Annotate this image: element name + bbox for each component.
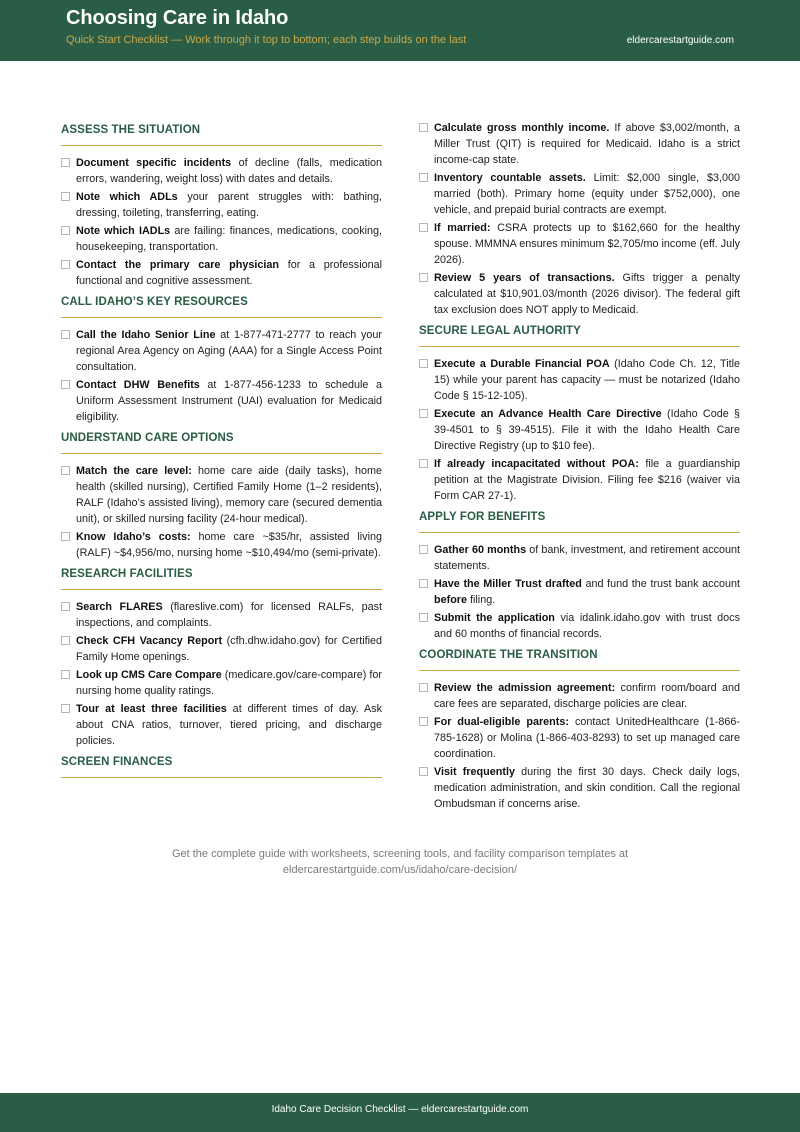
- page-footer: [0, 1093, 800, 1132]
- item-lead: If married:: [434, 222, 491, 234]
- item-lead: Note which ADLs: [76, 191, 178, 203]
- checklist-item-text: [434, 764, 740, 812]
- checklist-section: [419, 507, 740, 642]
- item-lead: Document specific incidents: [76, 157, 232, 169]
- item-detail: If above $3,002/month, a Miller Trust (QIT) is required for Medicaid. Idaho is a strict income-cap state.: [434, 122, 740, 166]
- item-detail: (cfh.dhw.idaho.gov) for Certified Family Home openings.: [76, 635, 383, 663]
- item-detail: are failing: finances, medications, cooking, housekeeping, transportation.: [76, 225, 382, 253]
- item-lead: Submit the application: [434, 612, 555, 624]
- checklist-item: [419, 170, 740, 218]
- item-detail: (medicare.gov/care-compare) for nursing home quality ratings.: [76, 669, 382, 697]
- item-detail: via idalink.idaho.gov with trust docs and 60 months of financial records.: [434, 612, 740, 640]
- item-lead: For dual-eligible parents:: [434, 716, 569, 728]
- section-title: APPLY FOR BENEFITS: [419, 507, 740, 533]
- checklist-item-text: [76, 633, 382, 665]
- item-detail: during the first 30 days. Check daily logs, medication administration, and skin condition. Call the regional Ombudsman if concerns arise.: [434, 766, 740, 810]
- checklist-item-text: [76, 257, 382, 289]
- item-lead: Check CFH Vacancy Report: [76, 635, 223, 647]
- item-detail: file a guardianship petition at the Magistrate Division. Filing fee $216 (waiver via Form CAR 27-1).: [434, 458, 740, 502]
- checklist-item-text: [76, 377, 382, 425]
- item-lead: Visit frequently: [434, 766, 515, 778]
- footnote-link[interactable]: eldercarestartguide.com/us/idaho/care-decision/: [282, 864, 518, 876]
- checklist-item: [419, 764, 740, 812]
- checklist-item-text: [76, 189, 382, 221]
- checklist-item-text: [434, 170, 740, 218]
- checkbox[interactable]: [419, 123, 428, 132]
- checklist-item-text: [434, 356, 740, 404]
- section-title: RESEARCH FACILITIES: [61, 564, 382, 590]
- item-detail: at different times of day. Ask about CNA ratios, turnover, tiered pricing, and discharge policies.: [76, 703, 382, 747]
- item-detail: for a professional functional and cognitive assessment.: [76, 259, 383, 287]
- checklist-item-text: [434, 406, 740, 454]
- checklist-item: [61, 223, 382, 255]
- section-title: UNDERSTAND CARE OPTIONS: [61, 428, 382, 454]
- checklist-item: [419, 406, 740, 454]
- footer-text: Idaho Care Decision Checklist — eldercarestartguide.com: [271, 1104, 529, 1115]
- checklist-item-text: [76, 599, 382, 631]
- item-detail: your parent struggles with: bathing, dressing, toileting, transferring, eating.: [76, 191, 382, 219]
- checkbox[interactable]: [419, 545, 428, 554]
- item-lead: Review the admission agreement:: [434, 682, 616, 694]
- checklist-item-text: [434, 456, 740, 504]
- checklist-item-text: [76, 463, 382, 527]
- item-lead: Have the Miller Trust drafted: [434, 578, 582, 590]
- checkbox[interactable]: [61, 532, 70, 541]
- checkbox[interactable]: [419, 459, 428, 468]
- checkbox[interactable]: [61, 226, 70, 235]
- item-lead: Search FLARES: [76, 601, 163, 613]
- header-site-link[interactable]: eldercarestartguide.com: [626, 35, 734, 46]
- item-detail: home care aide (daily tasks), home health (skilled nursing), Certified Family Home (1–2 residents), RALF (Idaho’s assisted living), memory care (secured dementia unit), or skilled nursing facility (24-hour medical).: [76, 465, 382, 525]
- checklist-item: [61, 257, 382, 289]
- checklist-item-text: [76, 155, 382, 187]
- item-detail: of bank, investment, and retirement account statements.: [434, 544, 741, 572]
- checklist-section: [419, 321, 740, 504]
- checklist-item-text: [434, 270, 740, 318]
- item-lead: Match the care level:: [76, 465, 192, 477]
- checkbox[interactable]: [419, 613, 428, 622]
- item-lead: Call the Idaho Senior Line: [76, 329, 216, 341]
- item-lead: Execute a Durable Financial POA: [434, 358, 610, 370]
- checklist-item: [61, 327, 382, 375]
- checklist-item: [419, 220, 740, 268]
- item-lead: Contact the primary care physician: [76, 259, 279, 271]
- checklist-item: [61, 189, 382, 221]
- checklist-item-text: [434, 610, 740, 642]
- checklist-item-text: [76, 667, 382, 699]
- checklist-item: [419, 680, 740, 712]
- checkbox[interactable]: [61, 670, 70, 679]
- checklist-item-text: [76, 701, 382, 749]
- checklist-item: [61, 463, 382, 527]
- checklist-item-text: [434, 576, 740, 608]
- checkbox[interactable]: [419, 767, 428, 776]
- checkbox[interactable]: [419, 409, 428, 418]
- page-title: Choosing Care in Idaho: [66, 7, 289, 29]
- item-detail: confirm room/board and care fees are separated, discharge policies are clear.: [434, 682, 740, 710]
- item-lead: If already incapacitated without POA:: [434, 458, 639, 470]
- checkbox[interactable]: [61, 704, 70, 713]
- item-detail: Limit: $2,000 single, $3,000 married (both). Primary home (equity under $752,000), one vehicle, and prepaid burial contracts are exempt.: [434, 172, 740, 216]
- item-detail: Gifts trigger a penalty calculated at $10,901.03/month (2026 divisor). The federal gift tax exclusion does NOT apply to Medicaid.: [434, 272, 741, 316]
- checklist-section: [61, 428, 382, 561]
- item-lead: Inventory countable assets.: [434, 172, 586, 184]
- checklist-item-text: [76, 223, 382, 255]
- checkbox[interactable]: [61, 192, 70, 201]
- checklist-section: [61, 752, 382, 778]
- item-lead: Note which IADLs: [76, 225, 171, 237]
- checklist-item: [419, 576, 740, 608]
- item-detail: at 1-877-471-2777 to reach your regional Area Agency on Aging (AAA) for a Single Access Point consultation.: [76, 329, 382, 373]
- checklist-item: [61, 377, 382, 425]
- checkbox[interactable]: [419, 683, 428, 692]
- checkbox[interactable]: [419, 273, 428, 282]
- checklist-item: [419, 610, 740, 642]
- checkbox[interactable]: [61, 330, 70, 339]
- checkbox[interactable]: [419, 359, 428, 368]
- checklist-item-text: [434, 120, 740, 168]
- checklist-item: [419, 270, 740, 318]
- item-lead: Tour at least three facilities: [76, 703, 227, 715]
- checklist-item: [61, 701, 382, 749]
- checklist-item: [61, 599, 382, 631]
- checklist-item: [419, 542, 740, 574]
- section-title: COORDINATE THE TRANSITION: [419, 645, 740, 671]
- checklist-item: [61, 633, 382, 665]
- checkbox[interactable]: [419, 717, 428, 726]
- item-detail: (Idaho Code § 39-4501 to § 39-4515). File it with the Idaho Health Care Directive Registry (up to $10 fee).: [434, 408, 741, 452]
- checklist-item-text: [76, 529, 382, 561]
- checkbox[interactable]: [419, 579, 428, 588]
- checklist-section: [419, 645, 740, 812]
- item-lead: Contact DHW Benefits: [76, 379, 200, 391]
- item-lead: Review 5 years of transactions.: [434, 272, 615, 284]
- checklist-item: [61, 667, 382, 699]
- item-lead: Execute an Advance Health Care Directive: [434, 408, 662, 420]
- item-lead: Calculate gross monthly income.: [434, 122, 610, 134]
- checklist-item: [419, 456, 740, 504]
- page-subtitle: Quick Start Checklist — Work through it top to bottom; each step builds on the last: [66, 34, 467, 46]
- footnote-line: Get the complete guide with worksheets, screening tools, and facility comparison templates at: [171, 848, 629, 860]
- checkbox[interactable]: [419, 173, 428, 182]
- checklist-item: [419, 356, 740, 404]
- checklist-item-text: [434, 220, 740, 268]
- section-title: CALL IDAHO’S KEY RESOURCES: [61, 292, 382, 318]
- section-title: SECURE LEGAL AUTHORITY: [419, 321, 740, 347]
- item-lead: Know Idaho’s costs:: [76, 531, 191, 543]
- item-emphasis: before: [434, 594, 467, 606]
- right-column: [419, 120, 740, 815]
- item-detail: (flareslive.com) for licensed RALFs, past inspections, and complaints.: [76, 601, 382, 629]
- checklist-item: [61, 529, 382, 561]
- item-detail: CSRA protects up to $162,660 for the healthy spouse. MMMNA ensures minimum $2,705/mo income (eff. July 2026).: [434, 222, 740, 266]
- checklist-section: [61, 292, 382, 425]
- checkbox[interactable]: [419, 223, 428, 232]
- checkbox[interactable]: [61, 636, 70, 645]
- checklist-section: [61, 120, 382, 289]
- left-column: [61, 120, 382, 787]
- item-detail: home care ~$35/hr, assisted living (RALF) ~$4,956/mo, nursing home ~$10,494/mo (semi-private).: [76, 531, 382, 559]
- checklist-section: [61, 564, 382, 749]
- checkbox[interactable]: [61, 602, 70, 611]
- item-lead: Gather 60 months: [434, 544, 527, 556]
- section-title: ASSESS THE SITUATION: [61, 120, 382, 146]
- checkbox[interactable]: [61, 158, 70, 167]
- page-header: [0, 0, 800, 61]
- checklist-item: [419, 714, 740, 762]
- checklist-item-text: [434, 714, 740, 762]
- section-title: SCREEN FINANCES: [61, 752, 382, 778]
- footnote: [100, 846, 700, 878]
- item-detail: contact UnitedHealthcare (1-866-785-1628) or Molina (1-866-403-8293) to set up managed care coordination.: [434, 716, 740, 760]
- checklist-section: [419, 120, 740, 318]
- item-detail: at 1-877-456-1233 to schedule a Uniform Assessment Instrument (UAI) evaluation for Medicaid eligibility.: [76, 379, 382, 423]
- checklist-item: [61, 155, 382, 187]
- checklist-item-text: [434, 542, 740, 574]
- checkbox[interactable]: [61, 260, 70, 269]
- checkbox[interactable]: [61, 466, 70, 475]
- item-lead: Look up CMS Care Compare: [76, 669, 222, 681]
- item-detail: and fund the trust bank account: [581, 578, 740, 590]
- checklist-item: [419, 120, 740, 168]
- item-detail: of decline (falls, medication errors, wandering, weight loss) with dates and details.: [76, 157, 382, 185]
- item-detail: filing.: [467, 594, 496, 606]
- item-detail: (Idaho Code Ch. 12, Title 15) while your parent has capacity — must be notarized (Idaho Code § 15-12-105).: [434, 358, 740, 402]
- checklist-item-text: [76, 327, 382, 375]
- checklist-item-text: [434, 680, 740, 712]
- checkbox[interactable]: [61, 380, 70, 389]
